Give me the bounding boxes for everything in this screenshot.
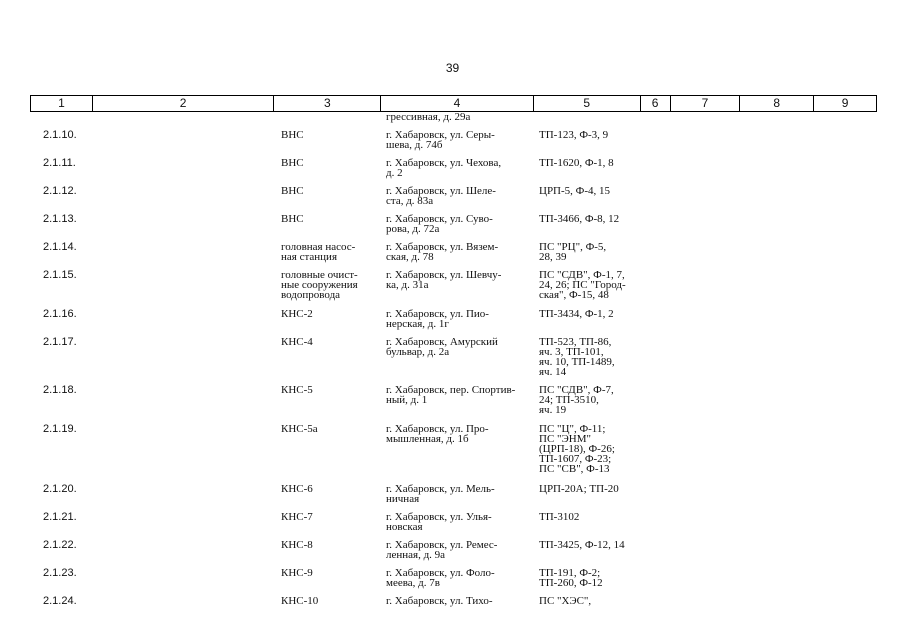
object-name — [281, 337, 381, 347]
object-address — [386, 424, 528, 444]
row-number: 2.1.16. — [43, 308, 77, 320]
row-number: 2.1.20. — [43, 483, 77, 495]
header-col-6: 6 — [641, 96, 671, 111]
row-number: 2.1.17. — [43, 336, 77, 348]
object-address-line: ка, д. 31а — [386, 279, 429, 291]
power-source-line: 24; ТП-3510, — [539, 394, 599, 406]
object-name-line: КНС-9 — [281, 567, 313, 579]
power-source-line: ТП-523, ТП-86, — [539, 336, 612, 348]
power-source-line: ТП-123, Ф-3, 9 — [539, 129, 609, 141]
object-address — [386, 596, 528, 606]
header-col-8: 8 — [740, 96, 814, 111]
power-source — [539, 270, 649, 300]
object-name-line: ная станция — [281, 251, 338, 263]
power-source — [539, 568, 649, 588]
object-address — [386, 130, 528, 150]
power-source-line: ТП-191, Ф-2; — [539, 567, 601, 579]
power-source — [539, 385, 649, 415]
object-name — [281, 385, 381, 395]
object-name-line: ВНС — [281, 157, 304, 169]
object-address-line: г. Хабаровск, ул. Тихо- — [386, 595, 493, 607]
power-source-line: яч. 19 — [539, 404, 567, 416]
header-col-2: 2 — [93, 96, 275, 111]
object-name — [281, 130, 381, 140]
power-source-line: ПС "РЦ", Ф-5, — [539, 241, 607, 253]
object-name-line: ные сооружения — [281, 279, 358, 291]
object-address-line: бульвар, д. 2а — [386, 346, 450, 358]
object-address-line: новская — [386, 521, 423, 533]
object-address-line: ста, д. 83а — [386, 195, 434, 207]
power-source-line: ПС "ХЭС", — [539, 595, 592, 607]
header-col-9: 9 — [841, 96, 849, 110]
object-address-line: г. Хабаровск, ул. Шевчу- — [386, 269, 502, 281]
header-col-4: 4 — [381, 96, 534, 111]
object-address-line: меева, д. 7в — [386, 577, 440, 589]
object-address-line: мышленная, д. 1б — [386, 433, 469, 445]
object-address — [386, 337, 528, 357]
object-name-line: головные очист- — [281, 269, 358, 281]
object-address-line: г. Хабаровск, ул. Суво- — [386, 213, 493, 225]
power-source-line: ЦРП-20А; ТП-20 — [539, 483, 619, 495]
power-source-line: ТП-3434, Ф-1, 2 — [539, 308, 614, 320]
object-address-line: г. Хабаровск, ул. Улья- — [386, 511, 492, 523]
power-source-line: яч. 14 — [539, 366, 567, 378]
object-address-line: г. Хабаровск, Амурский — [386, 336, 498, 348]
power-source-line: ТП-3425, Ф-12, 14 — [539, 539, 625, 551]
object-address — [386, 158, 528, 178]
power-source-line: ПС "Ц", Ф-11; — [539, 423, 606, 435]
header-col-3: 3 — [274, 96, 381, 111]
row-number: 2.1.10. — [43, 129, 77, 141]
object-name-line: КНС-2 — [281, 308, 313, 320]
power-source — [539, 484, 649, 494]
power-source-line: ская", Ф-15, 48 — [539, 289, 609, 301]
power-source — [539, 596, 649, 606]
object-address-line: г. Хабаровск, ул. Серы- — [386, 129, 495, 141]
power-source-line: 24, 26; ПС "Город- — [539, 279, 626, 291]
power-source-line: (ЦРП-18), Ф-26; — [539, 443, 615, 455]
object-address — [386, 540, 528, 560]
power-source — [539, 309, 649, 319]
row-number: 2.1.24. — [43, 595, 77, 607]
object-address-line: д. 2 — [386, 167, 403, 179]
object-name-line: КНС-8 — [281, 539, 313, 551]
power-source-line: ЦРП-5, Ф-4, 15 — [539, 185, 611, 197]
object-address — [386, 186, 528, 206]
object-name — [281, 214, 381, 224]
object-name-line: водопровода — [281, 289, 341, 301]
object-name — [281, 596, 381, 606]
object-address-line: г. Хабаровск, ул. Про- — [386, 423, 489, 435]
object-name-line: ВНС — [281, 129, 304, 141]
power-source-line: 28, 39 — [539, 251, 567, 263]
object-address-line: г. Хабаровск, ул. Ремес- — [386, 539, 498, 551]
object-name-line: ВНС — [281, 185, 304, 197]
power-source-line: ТП-1607, Ф-23; — [539, 453, 612, 465]
power-source-line: ТП-3466, Ф-8, 12 — [539, 213, 620, 225]
power-source — [539, 186, 649, 196]
power-source — [539, 512, 649, 522]
object-name — [281, 484, 381, 494]
row-number: 2.1.21. — [43, 511, 77, 523]
object-address-line: г. Хабаровск, ул. Шеле- — [386, 185, 496, 197]
power-source — [539, 130, 649, 140]
row-number: 2.1.13. — [43, 213, 77, 225]
object-name-line: ВНС — [281, 213, 304, 225]
object-name-line: КНС-5а — [281, 423, 318, 435]
object-address-line: г. Хабаровск, ул. Чехова, — [386, 157, 502, 169]
object-address — [386, 484, 528, 504]
object-address-line: шева, д. 74б — [386, 139, 443, 151]
power-source — [539, 158, 649, 168]
object-address-line: ничная — [386, 493, 420, 505]
power-source-line: ПС "СДВ", Ф-1, 7, — [539, 269, 625, 281]
object-name — [281, 540, 381, 550]
object-name-line: КНС-10 — [281, 595, 319, 607]
object-name — [281, 270, 381, 300]
power-source-line: ПС "СДВ", Ф-7, — [539, 384, 614, 396]
object-name — [281, 309, 381, 319]
power-source-line: ТП-3102 — [539, 511, 580, 523]
object-address — [386, 512, 528, 532]
object-address-line: г. Хабаровск, ул. Фоло- — [386, 567, 495, 579]
object-address — [386, 214, 528, 234]
object-name-line: КНС-7 — [281, 511, 313, 523]
power-source — [539, 540, 649, 550]
power-source — [539, 242, 649, 262]
power-source — [539, 337, 649, 377]
object-address — [386, 385, 528, 405]
object-address-line: ный, д. 1 — [386, 394, 428, 406]
power-source-line: яч. 10, ТП-1489, — [539, 356, 615, 368]
object-name — [281, 512, 381, 522]
object-address-line: ская, д. 78 — [386, 251, 434, 263]
object-name — [281, 158, 381, 168]
object-address-line: нерская, д. 1г — [386, 318, 449, 330]
object-name-line: КНС-4 — [281, 336, 313, 348]
row-number: 2.1.18. — [43, 384, 77, 396]
object-name — [281, 242, 381, 262]
row-number: 2.1.11. — [43, 157, 76, 169]
object-address-line: г. Хабаровск, пер. Спортив- — [386, 384, 516, 396]
power-source-line: ТП-260, Ф-12 — [539, 577, 603, 589]
object-name-line: КНС-5 — [281, 384, 313, 396]
object-address-line: г. Хабаровск, ул. Вязем- — [386, 241, 499, 253]
power-source-line: ПС "ЭНМ" — [539, 433, 591, 445]
power-source — [539, 214, 649, 224]
power-source-line: ТП-1620, Ф-1, 8 — [539, 157, 614, 169]
header-col-7: 7 — [671, 96, 741, 111]
object-address-line: г. Хабаровск, ул. Мель- — [386, 483, 495, 495]
object-name — [281, 568, 381, 578]
object-address — [386, 270, 528, 290]
row-number: 2.1.23. — [43, 567, 77, 579]
table-header — [30, 95, 877, 112]
header-col-1: 1 — [31, 96, 93, 111]
row-number: 2.1.15. — [43, 269, 77, 281]
row-number: 2.1.19. — [43, 423, 77, 435]
continued-address: грессивная, д. 29а — [386, 111, 471, 123]
object-address — [386, 568, 528, 588]
object-address-line: рова, д. 72а — [386, 223, 440, 235]
object-name-line: головная насос- — [281, 241, 356, 253]
object-address-line: ленная, д. 9а — [386, 549, 446, 561]
power-source-line: ПС "СВ", Ф-13 — [539, 463, 610, 475]
row-number: 2.1.12. — [43, 185, 77, 197]
object-name-line: КНС-6 — [281, 483, 313, 495]
object-address-line: г. Хабаровск, ул. Пио- — [386, 308, 489, 320]
page-number: 39 — [445, 61, 460, 75]
object-address — [386, 309, 528, 329]
row-number: 2.1.14. — [43, 241, 77, 253]
object-name — [281, 186, 381, 196]
power-source-line: яч. 3, ТП-101, — [539, 346, 604, 358]
object-address — [386, 242, 528, 262]
header-col-5: 5 — [534, 96, 641, 111]
power-source — [539, 424, 649, 474]
row-number: 2.1.22. — [43, 539, 77, 551]
object-name — [281, 424, 381, 434]
